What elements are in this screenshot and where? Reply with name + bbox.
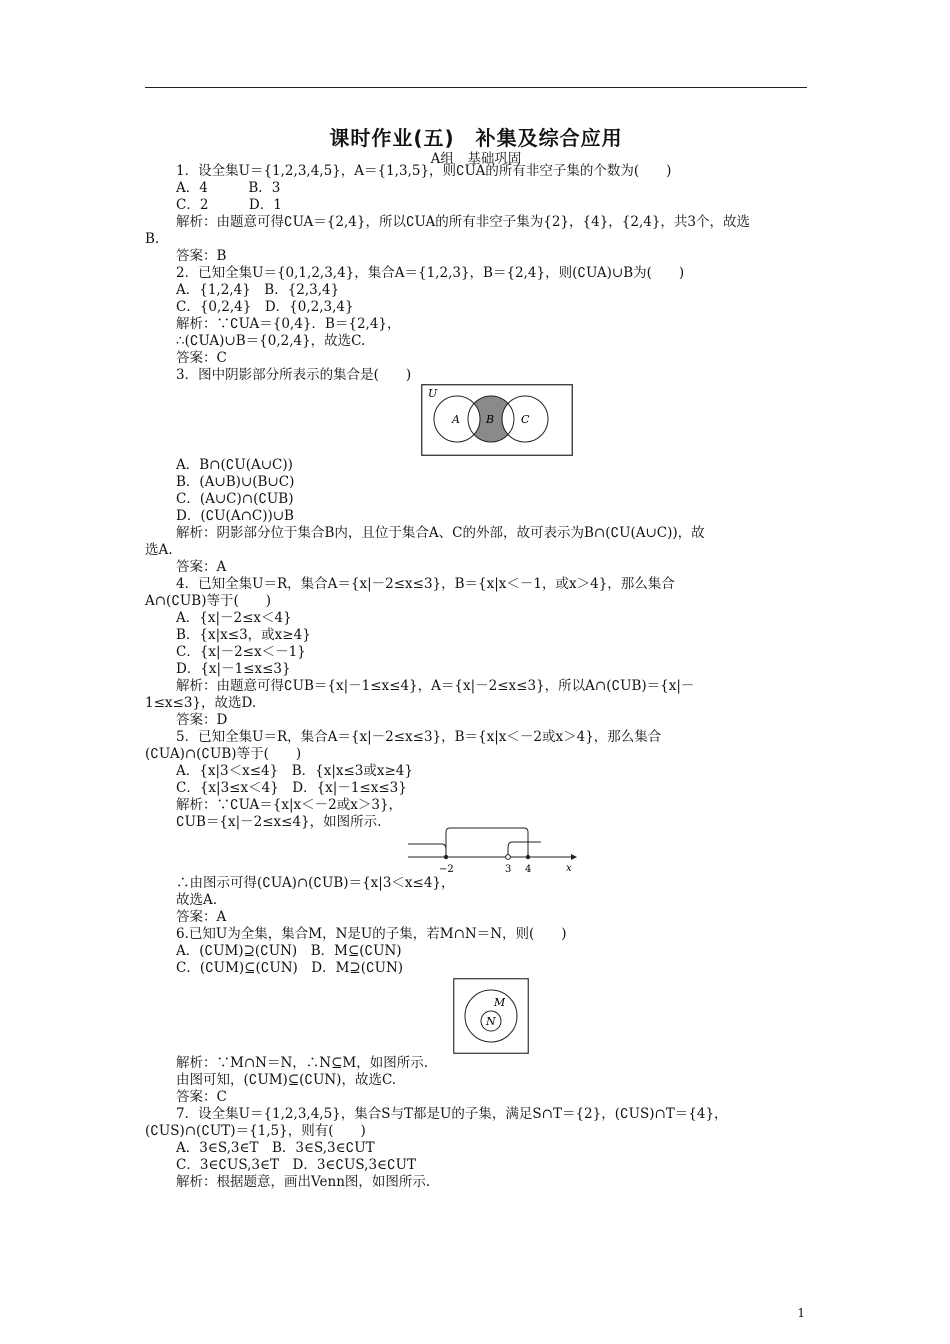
nested-sets-figure xyxy=(453,978,529,1054)
tick-label-minus2: −2 xyxy=(439,864,454,875)
set-label-N: N xyxy=(486,1015,496,1028)
q6-solution: 解析：∵M∩N＝N，∴N⊆M，如图所示. xyxy=(176,1055,428,1071)
q7-options-ab: A．3∈S,3∈T B．3∈S,3∈∁UT xyxy=(176,1140,375,1156)
number-line-figure xyxy=(408,826,580,876)
page-number: 1 xyxy=(797,1306,805,1320)
q5-options-cd: C．{x|3≤x＜4} D．{x|－1≤x≤3} xyxy=(176,780,407,796)
q4-solution: 解析：由题意可得∁UB＝{x|－1≤x≤4}，A＝{x|－2≤x≤3}，所以A∩(∁UB)＝{x|－ xyxy=(176,678,695,694)
q4-stem: 4．已知全集U＝R，集合A＝{x|－2≤x≤3}，B＝{x|x＜－1，或x＞4}，那么集合 xyxy=(176,576,675,592)
q3-option-a: A．B∩(∁U(A∪C)) xyxy=(176,457,293,473)
q4-answer: 答案：D xyxy=(176,712,228,728)
q5-conclusion-cont: 故选A. xyxy=(176,892,218,908)
q4-solution-cont: 1≤x≤3}，故选D. xyxy=(145,695,257,711)
venn-label-C: C xyxy=(521,413,530,426)
q7-options-cd: C．3∈∁US,3∈T D．3∈∁US,3∈∁UT xyxy=(176,1157,417,1173)
q3-solution-cont: 选A. xyxy=(145,542,173,558)
q5-conclusion: ∴由图示可得(∁UA)∩(∁UB)＝{x|3＜x≤4}， xyxy=(176,875,455,891)
q5-stem: 5．已知全集U＝R，集合A＝{x|－2≤x≤3}，B＝{x|x＜－2或x＞4}，那么集合 xyxy=(176,729,662,745)
q5-stem-cont: (∁UA)∩(∁UB)等于( ) xyxy=(145,746,302,762)
set-label-M: M xyxy=(494,996,506,1009)
section-subtitle: A组 基础巩固 xyxy=(430,151,522,167)
venn-label-U: U xyxy=(428,387,438,400)
q2-options-cd: C．{0,2,4} D．{0,2,3,4} xyxy=(176,299,354,315)
q5-solution-cont: ∁UB＝{x|－2≤x≤4}，如图所示. xyxy=(176,814,382,830)
venn-three-circles-figure xyxy=(421,384,573,456)
q1-solution: 解析：由题意可得∁UA＝{2,4}，所以∁UA的所有非空子集为{2}，{4}，{2,4}，共3个，故选 xyxy=(176,214,751,230)
q5-answer: 答案：A xyxy=(176,909,227,925)
tick-label-4: 4 xyxy=(525,864,532,875)
header-rule xyxy=(145,87,807,88)
tick-label-3: 3 xyxy=(505,864,512,875)
axis-label-x: x xyxy=(566,863,572,874)
q6-stem: 6.已知U为全集，集合M，N是U的子集，若M∩N＝N，则( ) xyxy=(176,926,567,942)
q7-stem-cont: (∁US)∩(∁UT)＝{1,5}，则有( ) xyxy=(145,1123,366,1139)
venn-label-A: A xyxy=(452,413,460,426)
q1-options-cd: C．2 D．1 xyxy=(176,197,282,213)
q7-stem: 7．设全集U＝{1,2,3,4,5}，集合S与T都是U的子集，满足S∩T＝{2}，(∁US)∩T＝{4}， xyxy=(176,1106,728,1122)
q3-option-d: D．(∁U(A∩C))∪B xyxy=(176,508,294,524)
q3-option-b: B．(A∪B)∪(B∪C) xyxy=(176,474,295,490)
q4-option-d: D．{x|－1≤x≤3} xyxy=(176,661,291,677)
q2-options-ab: A．{1,2,4} B．{2,3,4} xyxy=(176,282,340,298)
q2-stem: 2．已知全集U＝{0,1,2,3,4}，集合A＝{1,2,3}，B＝{2,4}，则(∁UA)∪B为( ) xyxy=(176,265,685,281)
q7-solution: 解析：根据题意，画出Venn图，如图所示. xyxy=(176,1174,431,1190)
q1-answer: 答案：B xyxy=(176,248,227,264)
q4-option-c: C．{x|－2≤x＜－1} xyxy=(176,644,306,660)
q1-options-ab: A．4 B．3 xyxy=(176,180,281,196)
q4-option-a: A．{x|－2≤x＜4} xyxy=(176,610,292,626)
q1-stem: 1．设全集U＝{1,2,3,4,5}，A＝{1,3,5}，则∁UA的所有非空子集的个数为( ) xyxy=(176,163,672,179)
q2-solution-cont: ∴(∁UA)∪B＝{0,2,4}，故选C. xyxy=(176,333,366,349)
venn-label-B: B xyxy=(486,413,495,426)
q6-options-cd: C．(∁UM)⊆(∁UN) D．M⊇(∁UN) xyxy=(176,960,404,976)
q4-option-b: B．{x|x≤3，或x≥4} xyxy=(176,627,311,643)
q5-options-ab: A．{x|3＜x≤4} B．{x|x≤3或x≥4} xyxy=(176,763,413,779)
q3-stem: 3．图中阴影部分所表示的集合是( ) xyxy=(176,367,412,383)
page-title: 课时作业(五) 补集及综合应用 xyxy=(329,126,623,150)
q4-stem-cont: A∩(∁UB)等于( ) xyxy=(145,593,272,609)
q3-answer: 答案：A xyxy=(176,559,227,575)
q2-answer: 答案：C xyxy=(176,350,227,366)
q6-solution-cont: 由图可知，(∁UM)⊆(∁UN)，故选C. xyxy=(176,1072,397,1088)
q1-solution-cont: B. xyxy=(145,231,160,247)
q5-solution: 解析：∵∁UA＝{x|x＜－2或x＞3}， xyxy=(176,797,403,813)
q6-answer: 答案：C xyxy=(176,1089,227,1105)
q3-option-c: C．(A∪C)∩(∁UB) xyxy=(176,491,294,507)
q2-solution: 解析：∵∁UA＝{0,4}．B＝{2,4}， xyxy=(176,316,401,332)
q6-options-ab: A．(∁UM)⊇(∁UN) B．M⊆(∁UN) xyxy=(176,943,402,959)
q3-solution: 解析：阴影部分位于集合B内，且位于集合A、C的外部，故可表示为B∩(∁U(A∪C))，故 xyxy=(176,525,705,541)
